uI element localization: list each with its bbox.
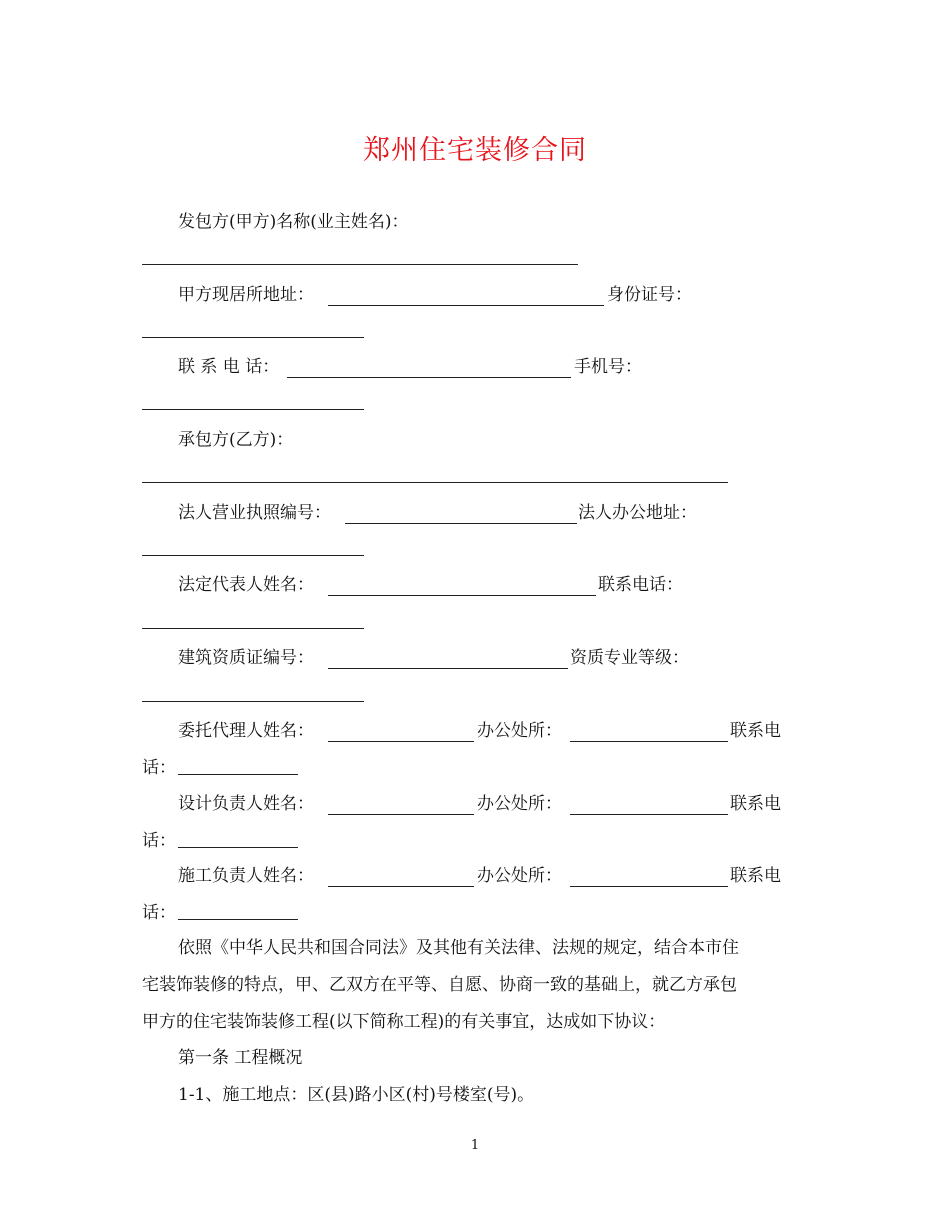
paragraph-line: 依照《中华人民共和国合同法》及其他有关法律、法规的规定，结合本市住 bbox=[178, 938, 739, 958]
designer-phone-label: 联系电 bbox=[730, 794, 781, 814]
builder-office-label: 办公处所： bbox=[477, 866, 562, 886]
page-number: 1 bbox=[470, 1138, 480, 1153]
clause-item: 1-1、施工地点：区(县)路小区(村)号楼室(号)。 bbox=[178, 1085, 535, 1105]
builder-phone-field[interactable] bbox=[178, 919, 298, 920]
legal-rep-field[interactable] bbox=[328, 595, 596, 596]
paragraph-line: 宅装饰装修的特点，甲、乙双方在平等、自愿、协商一致的基础上，就乙方承包 bbox=[142, 975, 737, 995]
qualification-level-field[interactable] bbox=[142, 701, 364, 702]
mobile-field[interactable] bbox=[142, 409, 364, 410]
designer-phone-field[interactable] bbox=[178, 847, 298, 848]
office-address-field[interactable] bbox=[142, 555, 364, 556]
agent-name-field[interactable] bbox=[328, 741, 474, 742]
license-label: 法人营业执照编号： bbox=[178, 503, 331, 523]
builder-office-field[interactable] bbox=[570, 886, 728, 887]
designer-office-label: 办公处所： bbox=[477, 794, 562, 814]
qualification-level-label: 资质专业等级： bbox=[570, 648, 689, 668]
contact-phone-field[interactable] bbox=[287, 377, 571, 378]
client-address-field[interactable] bbox=[328, 305, 604, 306]
designer-phone-label-cont: 话： bbox=[142, 831, 176, 851]
agent-office-field[interactable] bbox=[570, 741, 728, 742]
designer-name-field[interactable] bbox=[328, 814, 474, 815]
agent-label: 委托代理人姓名： bbox=[178, 721, 314, 741]
designer-label: 设计负责人姓名： bbox=[178, 794, 314, 814]
agent-office-label: 办公处所： bbox=[477, 721, 562, 741]
agent-phone-field[interactable] bbox=[178, 774, 298, 775]
client-address-label: 甲方现居所地址： bbox=[178, 285, 314, 305]
document-title: 郑州住宅装修合同 bbox=[363, 135, 587, 166]
id-field[interactable] bbox=[142, 337, 364, 338]
legal-rep-label: 法定代表人姓名： bbox=[178, 575, 314, 595]
contractor-label: 承包方(乙方)： bbox=[178, 430, 294, 450]
paragraph-line: 甲方的住宅装饰装修工程(以下简称工程)的有关事宜，达成如下协议： bbox=[142, 1012, 666, 1032]
qualification-field[interactable] bbox=[328, 668, 568, 669]
license-field[interactable] bbox=[345, 523, 577, 524]
builder-label: 施工负责人姓名： bbox=[178, 866, 314, 886]
qualification-label: 建筑资质证编号： bbox=[178, 648, 314, 668]
agent-phone-label-cont: 话： bbox=[142, 758, 176, 778]
contractor-field[interactable] bbox=[142, 482, 728, 483]
mobile-label: 手机号： bbox=[574, 357, 642, 377]
legal-phone-label: 联系电话： bbox=[598, 575, 683, 595]
client-name-label: 发包方(甲方)名称(业主姓名)： bbox=[178, 212, 409, 232]
builder-name-field[interactable] bbox=[328, 886, 474, 887]
builder-phone-label-cont: 话： bbox=[142, 903, 176, 923]
agent-phone-label: 联系电 bbox=[730, 721, 781, 741]
designer-office-field[interactable] bbox=[570, 814, 728, 815]
contact-phone-label: 联 系 电 话： bbox=[178, 357, 280, 377]
legal-phone-field[interactable] bbox=[142, 628, 364, 629]
client-name-field[interactable] bbox=[142, 264, 578, 265]
id-label: 身份证号： bbox=[607, 285, 692, 305]
office-address-label: 法人办公地址： bbox=[578, 503, 697, 523]
article-heading: 第一条 工程概况 bbox=[178, 1048, 303, 1068]
builder-phone-label: 联系电 bbox=[730, 866, 781, 886]
